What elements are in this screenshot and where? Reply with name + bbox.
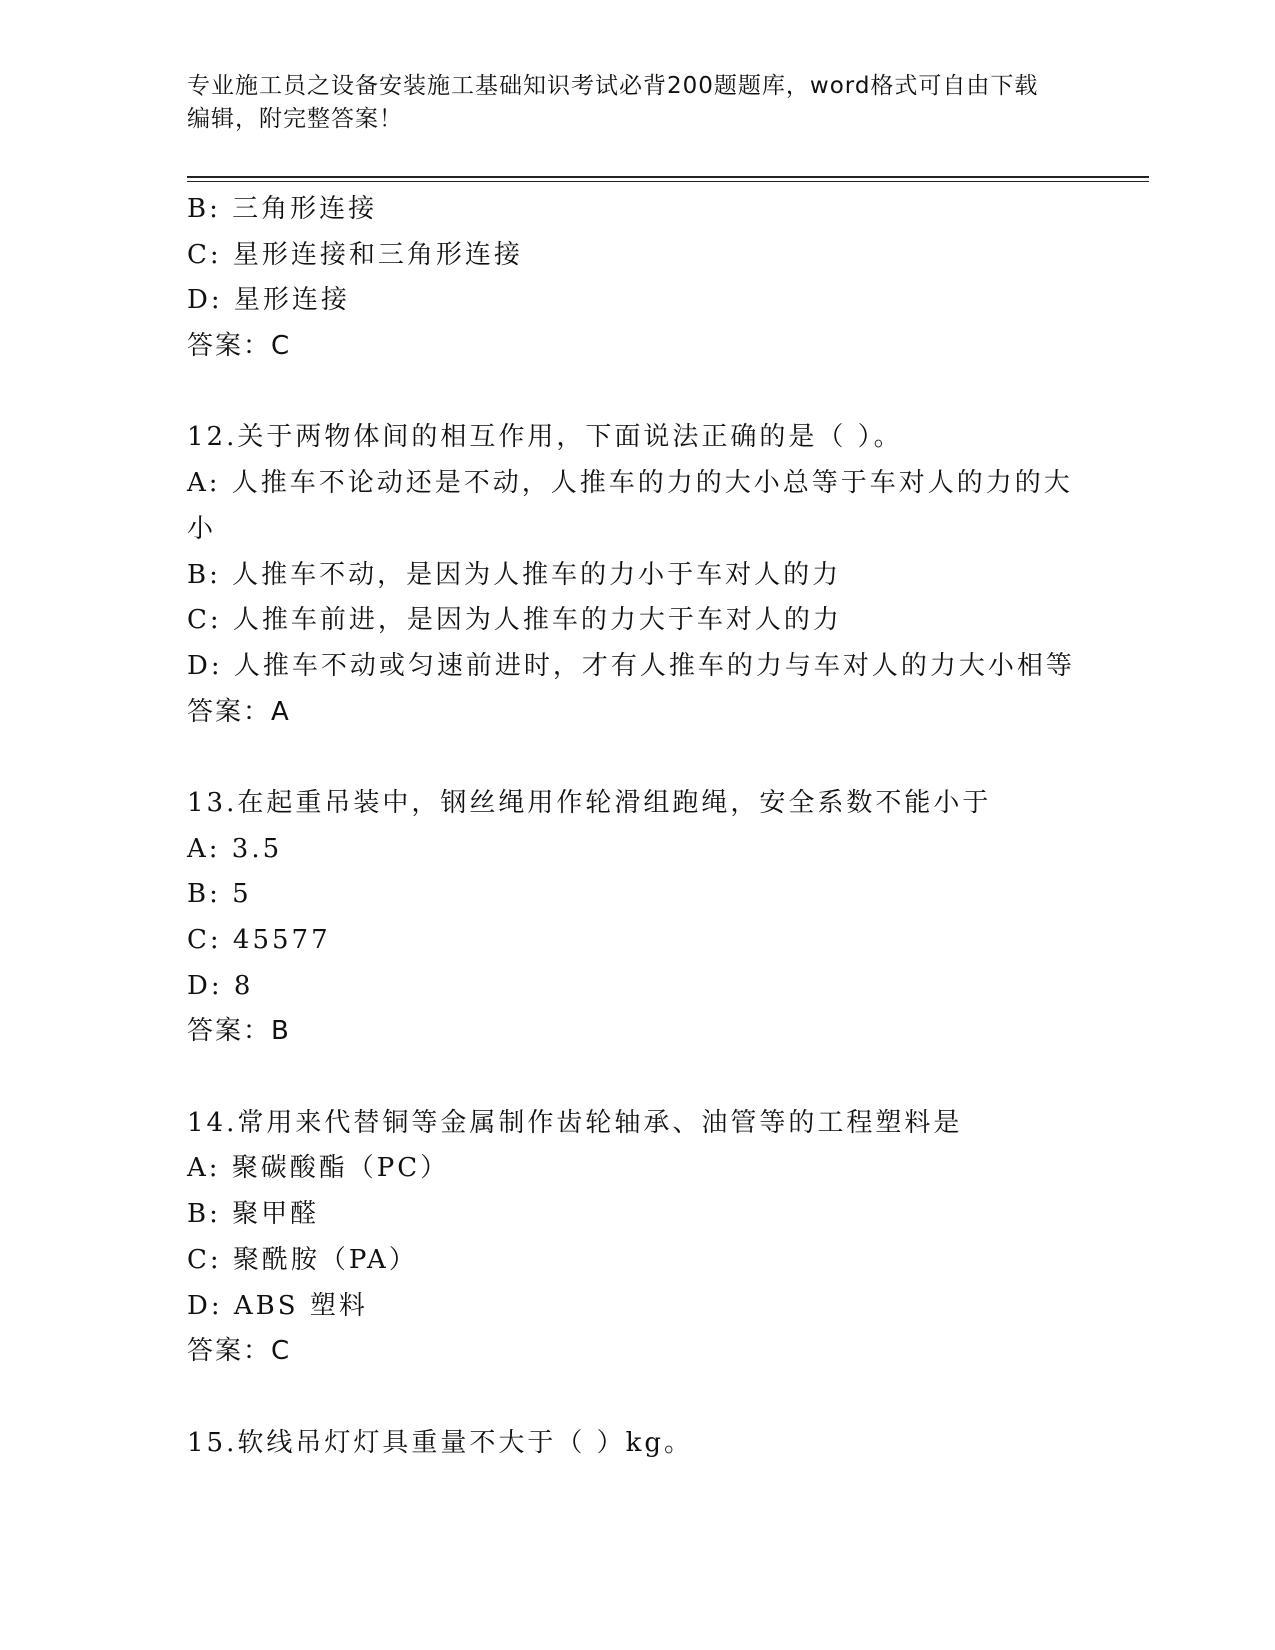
option-d: D: ABS 塑料 <box>187 1290 368 1321</box>
question-13 <box>187 781 1087 1055</box>
option-c: C: 星形连接和三角形连接 <box>187 239 523 270</box>
question-11 <box>187 187 1087 370</box>
question-12 <box>187 415 1087 735</box>
question-text: 12.关于两物体间的相互作用，下面说法正确的是（ ）。 <box>187 422 903 453</box>
option-a: A: 3.5 <box>187 833 283 864</box>
header-rule-thick <box>187 176 1149 178</box>
header-line-1: 专业施工员之设备安装施工基础知识考试必背200题题库，word格式可自由下载 <box>187 73 1039 99</box>
header-rule-thin <box>187 181 1149 182</box>
answer: 答案：C <box>187 331 292 362</box>
answer: 答案：C <box>187 1336 292 1367</box>
option-d: D: 8 <box>187 970 254 1001</box>
option-b: B: 5 <box>187 879 252 910</box>
question-list <box>187 187 1087 1466</box>
question-15 <box>187 1421 1087 1467</box>
answer: 答案：B <box>187 1016 291 1047</box>
question-text: 13.在起重吊装中，钢丝绳用作轮滑组跑绳，安全系数不能小于 <box>187 787 992 818</box>
document-header <box>187 70 1087 136</box>
option-c: C: 45577 <box>187 925 331 955</box>
option-b: B: 三角形连接 <box>187 194 378 224</box>
option-c: C: 聚酰胺（PA） <box>187 1244 418 1275</box>
question-text: 14.常用来代替铜等金属制作齿轮轴承、油管等的工程塑料是 <box>187 1107 963 1138</box>
option-a: A: 聚碳酸酯（PC） <box>187 1153 450 1184</box>
option-b: B: 人推车不动，是因为人推车的力小于车对人的力 <box>187 559 842 590</box>
option-a-continued: 小 <box>187 513 217 544</box>
option-d: D: 人推车不动或匀速前进时，才有人推车的力与车对人的力大小相等 <box>187 650 1075 681</box>
option-a: A: 人推车不论动还是不动，人推车的力的大小总等于车对人的力的大 <box>187 468 1073 499</box>
header-line-2: 编辑，附完整答案！ <box>187 106 403 132</box>
answer: 答案：A <box>187 696 291 727</box>
question-14 <box>187 1101 1087 1375</box>
option-c: C: 人推车前进，是因为人推车的力大于车对人的力 <box>187 605 842 636</box>
option-d: D: 星形连接 <box>187 285 350 316</box>
option-b: B: 聚甲醛 <box>187 1199 320 1230</box>
question-text: 15.软线吊灯灯具重量不大于（ ）kg。 <box>187 1427 694 1458</box>
